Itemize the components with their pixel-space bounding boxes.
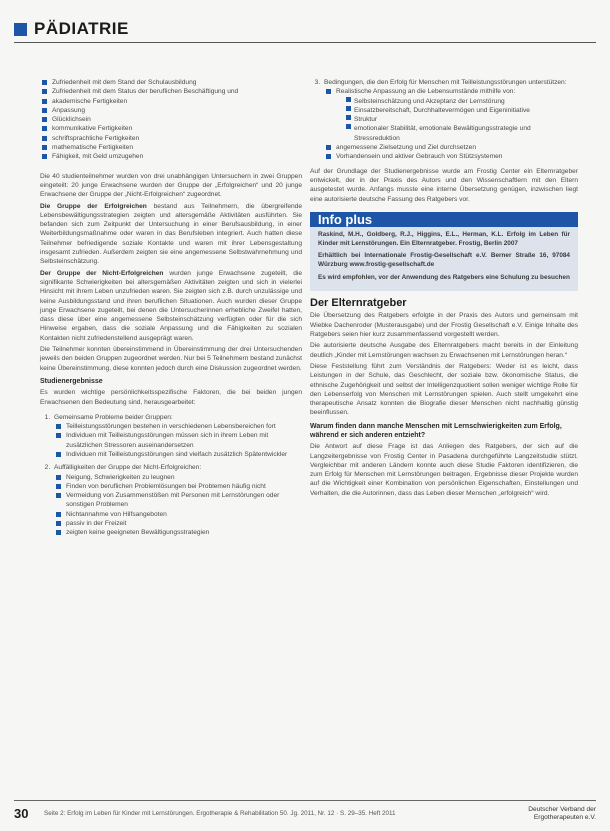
paragraph: Die Teilnehmer konnten übereinstimmend in Übereinstimmung der drei Untersuchenden jeweils den beiden Gruppen zugeordnet werden. Nur bei 5 Teilnehmern bestand zunächst keine Übereinstimmung, diese konnten jedoch durch eine Diskussion zugeordnet werden. (40, 346, 302, 372)
footer-reference: Seite 2: Erfolg im Leben für Kinder mit Lernstörungen. Ergotherapie & Rehabilitation 50. Jg. 2011, Nr. 12 · S. 29–35. Heft 2011 (44, 810, 396, 817)
sub-list (54, 473, 302, 538)
paragraph: Es wurden wichtige persönlichkeitsspezifische Faktoren, die bei beiden jungen Erwachsenen den Bedeutung sind, herausgearbeitet: (40, 389, 302, 406)
list-item: Zufriedenheit mit dem Stand der Schulausbildung (40, 78, 302, 87)
section-title: PÄDIATRIE (34, 19, 129, 38)
left-column (40, 78, 302, 538)
list-item: Teilleistungsstörungen bestehen in verschiedenen Lebensbereichen fort (54, 422, 302, 431)
list-title: Bedingungen, die den Erfolg für Menschen mit Teilleistungsstörungen unterstützen: (324, 79, 567, 86)
page-number: 30 (14, 806, 29, 821)
paragraph-lead: Der Gruppe der Nicht-Erfolgreichen (40, 269, 164, 277)
list-item: Fähigkeit, mit Geld umzugehen (40, 152, 302, 161)
list-item: Zufriedenheit mit dem Status der beruflichen Beschäftigung und (40, 87, 302, 96)
publisher-name (478, 806, 596, 822)
list-item: • emotionaler Stabilität, emotionale Bewältigungsstrategie und Stressreduktion (346, 124, 578, 143)
list-item (324, 87, 578, 143)
publisher-line: Deutscher Verband der (528, 806, 596, 813)
paragraph-lead: Die Gruppe der Erfolgreichen (40, 202, 147, 210)
list-item: • Einsatzbereitschaft, Durchhaltevermögen und Eigeninitiative (346, 106, 578, 115)
nested-list (336, 97, 578, 143)
subheading-question: Warum finden dann manche Menschen mit Lernschwierigkeiten zum Erfolg, während er sich anderen entzieht? (310, 422, 562, 439)
list-item: Glücklichsein (40, 115, 302, 124)
paragraph-text: bestand aus Teilnehmern, die übergreifende Lebensbewältigungsstrategien zeigten und altersgemäße Aktivitäten ausführten. Sie befanden sich zum Zeitpunkt der Untersuchung in einer Berufsausbildung, in einer Weiterbildungsmaßnahme oder waren in das Berufsleben integriert. Auch hatten diese Teilnehmer befriedigende soziale Kontakte und waren mit ihrer Lebensgestaltung insgesamt zufrieden. Außerdem zeigten sie eine angemessene Selbstwahrnehmung und Selbsteinschätzung. (40, 202, 302, 266)
paragraph-text: wurden junge Erwachsene zugeteilt, die signifikante Schwierigkeiten bei altersgemäßen Aktivitäten zeigten und sich in vielerlei Hinsicht mit ihrem Leben unzufrieden waren. Sie zeigten sich z.B. durch unzulässige und keine Ausbildungsstand und ihren beruflichen Situationen. Auch wurden dieser Gruppe junge Erwachsene zugeteilt, bei denen die Untersucherinnen erhebliche Zweifel hatten, dass diese über eine angemessene Selbsteinschätzung verfügten oder für die sich Hinweise ergaben, dass die soziale Anpassung und die Fähigkeiten zu sozialen Kontakten nicht zufriedenstellend ausgeprägt waren. (40, 269, 302, 342)
list-item: Finden von beruflichen Problemlösungen bei Problemen häufig nicht (54, 482, 302, 491)
list-item: angemessene Zielsetzung und Ziel durchsetzen (324, 143, 578, 152)
footer-divider (14, 800, 596, 801)
paragraph: Die 40 studienteilnehmer wurden von drei unabhängigen Untersuchern in zwei Gruppen eingeteilt: 20 junge Erwachsene wurden der Gruppe der „Erfolgreichen“ und 20 junge Erwachsene der Gruppe der „Nicht-Erfolgreichen“ zugeordnet. (40, 172, 302, 199)
list-item (322, 78, 578, 162)
right-column (310, 78, 578, 500)
outcome-criteria-list (40, 78, 302, 162)
list-title: Auffälligkeiten der Gruppe der Nicht-Erfolgreichen: (54, 464, 202, 472)
conditions-list (310, 78, 578, 162)
sub-list (324, 87, 578, 161)
info-plus-box (310, 212, 578, 291)
list-item: schriftsprachliche Fertigkeiten (40, 134, 302, 143)
list-item: akademische Fertigkeiten (40, 97, 302, 106)
list-item: kommunikative Fertigkeiten (40, 124, 302, 133)
list-title: Gemeinsame Probleme beider Gruppen: (54, 413, 173, 421)
list-item: Anpassung (40, 106, 302, 115)
paragraph: Diese Feststellung führt zum Verständnis der Ratgebers: Weder ist es leicht, dass Leistungen in der Schule, das Geschlecht, der soziale bzw. ökonomische Status, die ethnische Zugehörigkeit und selbst der Intelligenzquotient sollen weniger wichtige Rolle für den Lebenserfolg von Menschen mit Lernstörungen spielen. Auch stellt umgekehrt eine therapeutische Ansatz konnten die Biografie dieser Menschen nicht nachhaltig günstig beeinflussen. (310, 362, 578, 417)
sub-list (54, 422, 302, 459)
paragraph: Die autorisierte deutsche Ausgabe des Elternratgebers macht bereits in der Einleitung deutlich „Kinder mit Lernstörungen wachsen zu Erwachsenen mit Lernstörungen heran.“ (310, 342, 578, 359)
list-item: • Struktur (346, 115, 578, 124)
list-item: mathematische Fertigkeiten (40, 143, 302, 152)
list-item: zeigten keine geeigneten Bewältigungsstrategien (54, 528, 302, 537)
list-item: passiv in der Freizeit (54, 519, 302, 528)
publisher-line: Ergotherapeuten e.V. (533, 814, 596, 821)
results-list (40, 413, 302, 538)
info-plus-body (310, 227, 578, 291)
list-item: Vermeidung von Zusammenstößen mit Personen mit Lernstörungen oder sonstigen Problemen (54, 491, 302, 510)
list-item: Individuen mit Teilleistungsstörungen sind vielfach zusätzlich Spätentwickler (54, 450, 302, 459)
header-divider (14, 42, 596, 43)
paragraph (40, 202, 302, 267)
list-item-text: Realistische Anpassung an die Lebensumstände mithilfe von: (336, 88, 516, 96)
paragraph (40, 269, 302, 343)
subheading-elternratgeber: Der Elternratgeber (310, 297, 407, 310)
section-marker-icon (14, 23, 27, 36)
list-item: Vorhandensein und aktiver Gebrauch von Stützsystemen (324, 152, 578, 161)
info-plus-title: Info plus (310, 212, 578, 227)
list-item: Neigung, Schwierigkeiten zu leugnen (54, 473, 302, 482)
paragraph: Die Antwort auf diese Frage ist das Anliegen des Ratgebers, der sich auf die Langzeitergebnisse von Frostig Center in Pasadena durchgeführte Langzeitstudie stützt. Vergleichbar mit anderen Ländern konnte auch diese Studie Faktoren identifizieren, die zum Erfolg für Menschen mit Lernstörungen beitragen. Ergebnisse dieser Projekte wurden auf die Wichtigkeit einer Kombination von persönlichen Eigenschaften, Einstellungen und Verhalten, die die Autorinnen, dass das Leben dieser Menschen „erfolgreich“ wird. (310, 443, 578, 497)
list-item: Nichtannahme von Hilfsangeboten (54, 510, 302, 519)
list-item: • Selbsteinschätzung und Akzeptanz der Lernstörung (346, 97, 578, 106)
info-reference: Raskind, M.H., Goldberg, R.J., Higgins, E.L., Herman, K.L. Erfolg im Leben für Kinder mit Lernstörungen. Ein Elternratgeber. Frostig, Berlin 2007 (318, 231, 570, 247)
info-recommendation: Es wird empfohlen, vor der Anwendung des Ratgebers eine Schulung zu besuchen (318, 273, 570, 281)
paragraph: Die Übersetzung des Ratgebers erfolgte in der Praxis des Autors und gemeinsam mit Wiebke Dachenroder (Musterausgabe) und der Frostig Gesellschaft e.V. Einige Inhalte des Ratgebers seien hier kurz zusammenfassend vorgestellt werden. (310, 312, 578, 339)
info-address: Erhältlich bei Internationale Frostig-Gesellschaft e.V. Berner Straße 16, 97084 Würzburg www.frostig-gesellschaft.de (318, 252, 570, 268)
subheading-studienergebnisse: Studienergebnisse (40, 377, 103, 385)
paragraph: Auf der Grundlage der Studienergebnisse wurde am Frostig Center ein Elternratgeber entwickelt, der in der Praxis des Autors und den Wissenschaftlern mit den Eltern ausgetestet wurde. Anfangs musste eine interne Übersetzung genügen, inzwischen liegt eine autorisierte deutsche Fassung des Ratgebers vor. (310, 167, 578, 203)
list-item: Individuen mit Teilleistungsstörungen müssen sich in ihrem Leben mit zusätzlichen Stressoren auseinandersetzen (54, 431, 302, 450)
list-item (52, 463, 302, 537)
list-item (52, 413, 302, 459)
